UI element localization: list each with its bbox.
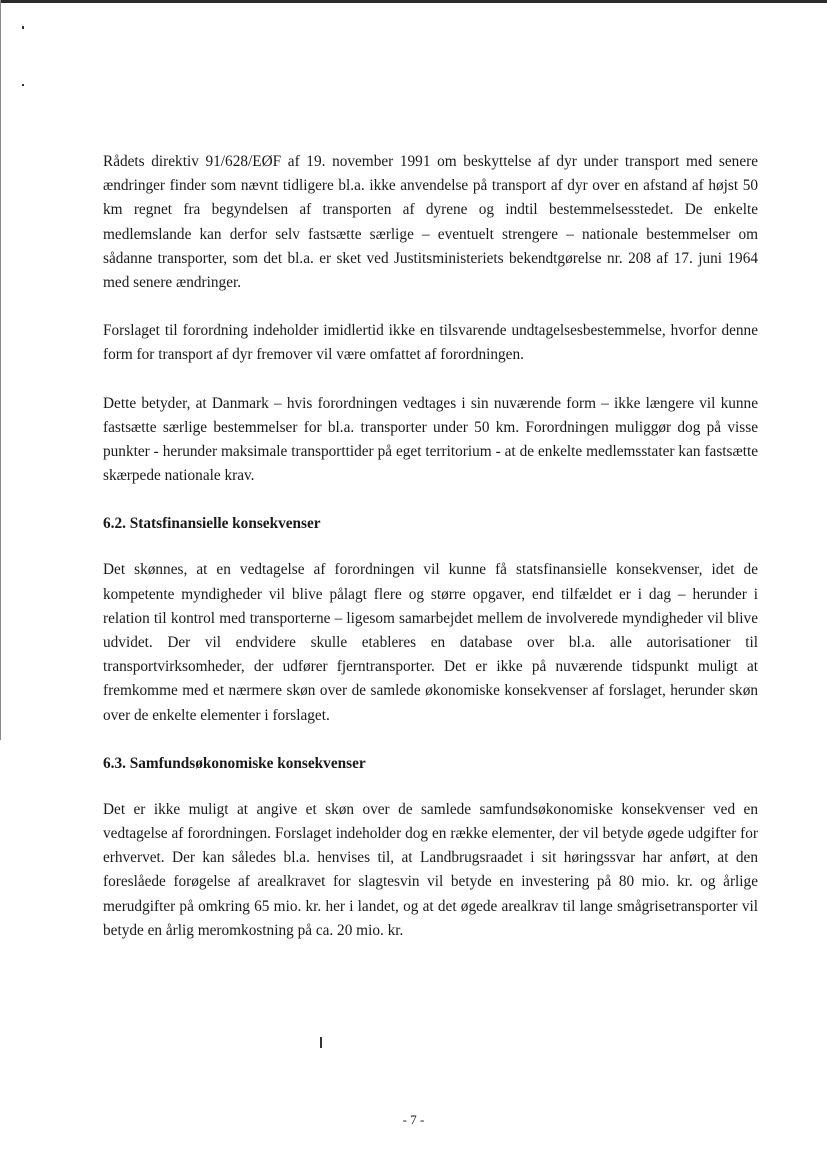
page-number: - 7 - [402, 1112, 425, 1127]
paragraph-proposal: Forslaget til forordning indeholder imidlertid ikke en tilsvarende undtagelsesbestemmelse, hvorfor denne form for transport af dyr fremover vil være omfattet af forordningen. [103, 322, 758, 364]
paragraph-directive: Rådets direktiv 91/628/EØF af 19. november 1991 om beskyttelse af dyr under transport med senere ændringer finder som nævnt tidligere bl.a. ikke anvendelse på transport af dyr over en afstand af højst 50 km regnet fra begyndelsen af transporten af dyrene og indtil bestemmelsesstedet. De enkelte medlemslande kan derfor selv fastsætte særlige – eventuelt strengere – nationale bestemmelser om sådanne transporter, som det bl.a. er sket ved Justitsministeriets bekendtgørelse nr. 208 af 17. juni 1964 med senere ændringer. [103, 153, 758, 292]
heading-6-3: 6.3. Samfundsøkonomiske konsekvenser [103, 754, 366, 772]
scan-top-border [0, 0, 827, 3]
scan-left-border [0, 0, 1, 740]
paragraph-socioeconomic: Det er ikke muligt at angive et skøn over de samlede samfundsøkonomiske konsekvenser ved en vedtagelse af forordningen. Forslaget indeholder dog en række elementer, der vil betyde øgede udgifter for erhvervet. Der kan således bl.a. henvises til, at Landbrugsraadet i sit høringssvar har anført, at den foreslåede forøgelse af arealkravet for slagtesvin vil betyde en investering på 80 mio. kr. og årlige merudgifter på omkring 65 mio. kr. her i landet, og at det øgede arealkrav til lange smågrisetransporter vil betyde en årlig meromkostning på ca. 20 mio. kr. [103, 800, 758, 939]
paragraph-state-finance: Det skønnes, at en vedtagelse af forordningen vil kunne få statsfinansielle konsekvenser, idet de kompetente myndigheder vil blive pålagt flere og større opgaver, end tilfældet er i dag – herunder i relation til kontrol med transporterne – ligesom samarbejdet mellem de involverede myndigheder vil blive udvidet. Der vil endvidere skulle etableres en database over bl.a. alle autorisationer til transportvirksomheder, der udfører fjerntransporter. Det er ikke på nuværende tidspunkt muligt at fremkomme med et nærmere skøn over de samlede økonomiske konsekvenser af forslaget, herunder skøn over de enkelte elementer i forslaget. [103, 561, 758, 724]
paragraph-denmark: Dette betyder, at Danmark – hvis forordningen vedtages i sin nuværende form – ikke længere vil kunne fastsætte særlige bestemmelser for bl.a. transporter under 50 km. Forordningen muliggør dog på visse punkter - herunder maksimale transporttider på eget territorium - at de enkelte medlemsstater kan fastsætte skærpede nationale krav. [103, 394, 758, 485]
heading-6-2: 6.2. Statsfinansielle konsekvenser [103, 515, 321, 533]
scan-speck [320, 1037, 322, 1048]
page-content [103, 150, 758, 943]
scan-speck [22, 26, 24, 29]
scan-speck [22, 84, 24, 86]
